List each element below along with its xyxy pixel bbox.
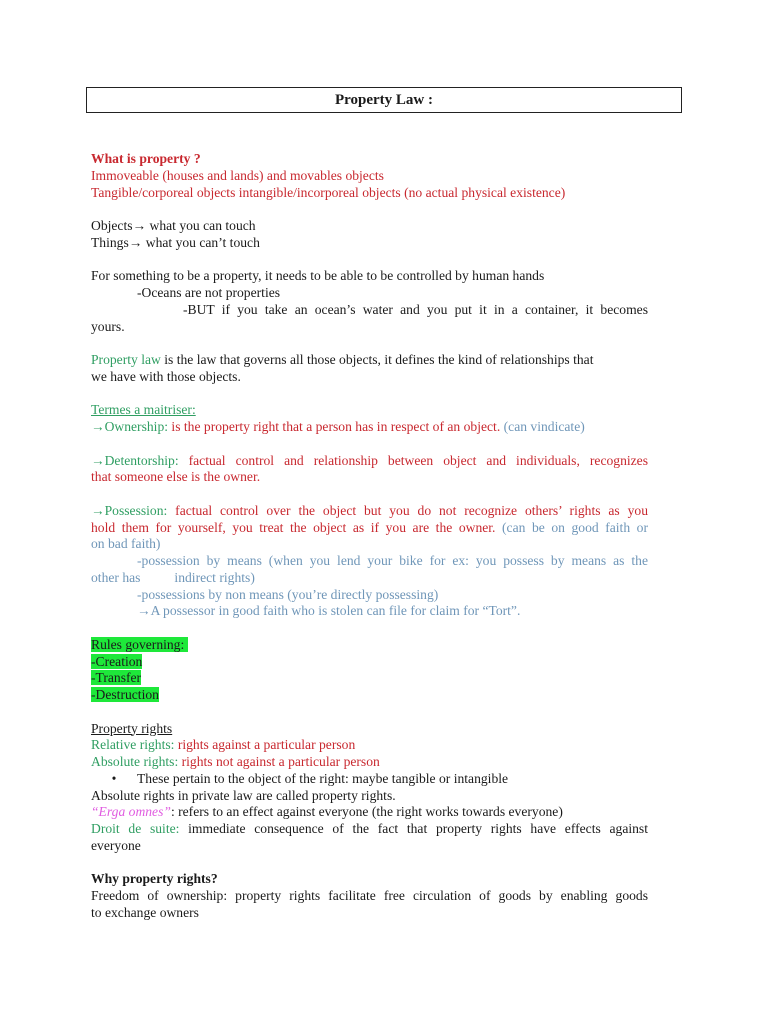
highlighted-text (91, 687, 159, 702)
blank-line (91, 704, 651, 721)
text-segment: Objects→ what you can touch (91, 218, 256, 233)
text-segment: →Detentorship: (91, 452, 179, 468)
text-segment: yours. (91, 318, 125, 334)
text-line (91, 168, 651, 185)
text-line (91, 788, 651, 805)
blank-line (91, 386, 651, 403)
text-segment: -Transfer (91, 670, 142, 686)
text-line (91, 721, 651, 738)
text-line (91, 520, 648, 537)
text-line (91, 888, 648, 905)
text-segment: “Erga omnes” (91, 804, 171, 820)
document-body (91, 151, 651, 922)
text-segment: that someone else is the owner. (91, 469, 261, 485)
text-segment: we have with those objects. (91, 368, 241, 384)
text-segment: to exchange owners (91, 904, 199, 920)
text-segment: -Oceans are not properties (137, 285, 281, 300)
text-line (91, 570, 651, 587)
text-line (91, 185, 651, 202)
text-line (91, 737, 651, 754)
text-segment: Freedom of ownership: property rights facilitate free circulation of goods by enabling goods (91, 888, 648, 903)
text-segment: Absolute rights in private law are called property rights. (91, 787, 396, 803)
text-line (91, 503, 648, 520)
text-line (91, 352, 651, 369)
text-line (91, 821, 648, 838)
text-segment: (can be on good faith or (495, 519, 648, 535)
text-line (91, 871, 651, 888)
text-segment: hold them for yourself, you treat the object as if you are the owner. (91, 519, 496, 535)
text-line (91, 369, 651, 386)
text-segment: Termes a maitriser: (91, 402, 196, 418)
text-segment: on bad faith) (91, 536, 161, 552)
text-segment: →A possessor in good faith who is stolen can file for claim for “Tort”. (137, 603, 521, 619)
blank-line (91, 620, 651, 637)
text-segment: -possessions by non means (you’re directly possessing) (137, 586, 439, 602)
blank-line (91, 335, 651, 352)
text-line (91, 587, 651, 604)
text-segment: -Destruction (91, 687, 159, 702)
text-line (91, 804, 651, 821)
highlighted-text (91, 670, 141, 685)
text-segment: everyone (91, 837, 141, 853)
text-line (91, 670, 651, 687)
text-line (91, 218, 651, 235)
text-line (91, 419, 651, 436)
text-segment: These pertain to the object of the right: maybe tangible or intangible (137, 770, 509, 786)
text-segment: Things→ what you can’t touch (91, 234, 260, 250)
text-line (91, 553, 648, 570)
text-segment: Why property rights? (91, 871, 218, 887)
blank-line (91, 436, 651, 453)
text-segment: : refers to an effect against everyone (the right works towards everyone) (170, 804, 563, 820)
text-segment: Tangible/corporeal objects intangible/incorporeal objects (no actual physical existence) (91, 184, 566, 200)
text-segment: factual control over the object but you do not recognize others’ rights as you (167, 502, 648, 518)
blank-line (91, 252, 651, 269)
text-line (91, 687, 651, 704)
text-line (91, 268, 651, 285)
text-segment: →Ownership: (91, 419, 169, 434)
blank-line (91, 201, 651, 218)
text-line (91, 235, 651, 252)
text-line (91, 151, 651, 168)
text-line (91, 905, 651, 922)
text-line (91, 536, 651, 553)
text-line (91, 637, 651, 654)
text-segment: Property rights (91, 720, 173, 736)
bullet-icon: • (111, 770, 117, 786)
text-segment: other has indirect rights) (91, 569, 255, 585)
highlighted-text (91, 654, 142, 669)
text-segment: For something to be a property, it needs to be able to be controlled by human hands (91, 268, 545, 284)
text-segment: immediate consequence of the fact that property rights have effects against (179, 821, 648, 836)
text-segment: -Creation (91, 653, 143, 669)
text-line (91, 402, 651, 419)
text-segment: Property law (91, 352, 161, 367)
document-title: Property Law : (86, 87, 682, 113)
text-line (91, 319, 651, 336)
text-segment: factual control and relationship between object and individuals, recognizes (178, 452, 648, 468)
text-line (91, 754, 651, 771)
text-line (91, 285, 651, 302)
text-segment: Absolute rights: (91, 754, 179, 769)
blank-line (91, 855, 651, 872)
text-line (91, 603, 651, 620)
text-segment: Immoveable (houses and lands) and movables objects (91, 167, 384, 183)
text-line (91, 654, 651, 671)
text-line (91, 771, 651, 788)
text-segment: Relative rights: (91, 737, 175, 753)
text-segment: What is property ? (91, 151, 201, 166)
text-segment: is the property right that a person has in respect of an object. (168, 419, 501, 434)
text-line (91, 838, 651, 855)
text-segment: Rules governing: (91, 636, 188, 652)
text-line (91, 469, 651, 486)
text-segment: rights against a particular person (174, 737, 356, 753)
text-segment: is the law that governs all those objects, it defines the kind of relationships that (160, 352, 594, 367)
text-segment: Droit de suite: (91, 821, 180, 836)
text-segment: -BUT if you take an ocean’s water and you put it in a container, it becomes (183, 301, 648, 317)
highlighted-text (91, 637, 188, 652)
text-segment: rights not against a particular person (178, 754, 380, 769)
text-line (91, 453, 648, 470)
text-segment: (can vindicate) (500, 419, 585, 434)
text-segment: →Possession: (91, 502, 168, 518)
blank-line (91, 486, 651, 503)
text-segment: -possession by means (when you lend your bike for ex: you possess by means as the (137, 553, 648, 568)
text-line (91, 302, 648, 319)
